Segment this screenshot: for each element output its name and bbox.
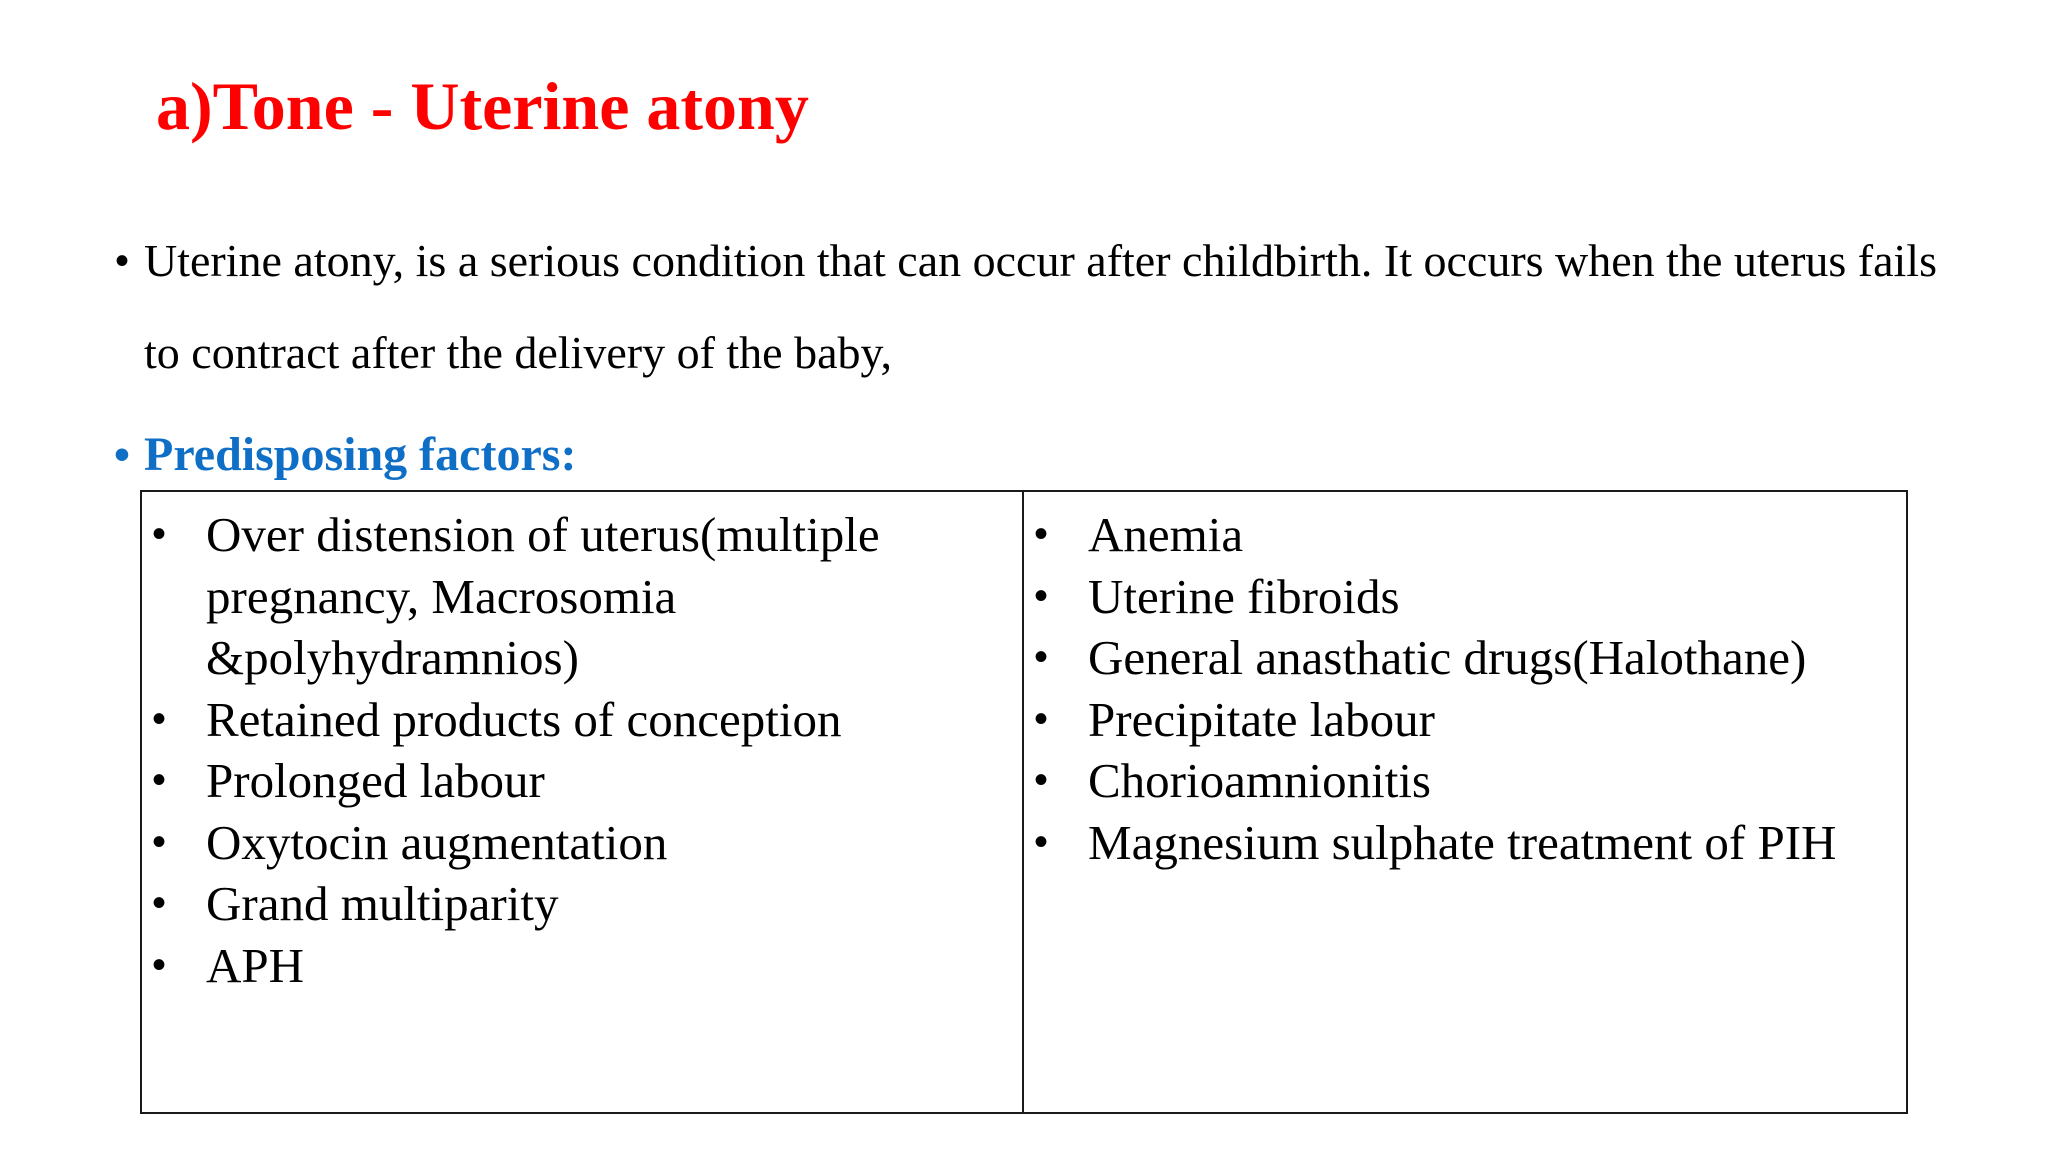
intro-bullet [100, 215, 1980, 399]
list-item-text: Prolonged labour [206, 753, 545, 808]
bullet-icon: • [152, 696, 167, 741]
list-item [142, 504, 1022, 689]
list-item-text: Anemia [1088, 507, 1244, 562]
factors-heading-bullet [100, 422, 1980, 488]
bullet-icon: • [1034, 819, 1049, 864]
factors-list-left [142, 504, 1022, 996]
bullet-icon: • [1034, 696, 1049, 741]
bullet-icon: • [1034, 758, 1049, 802]
bullet-icon: • [114, 239, 129, 283]
bullet-icon: • [152, 819, 167, 864]
list-item [1024, 812, 1906, 874]
bullet-icon: • [114, 430, 130, 479]
list-item [142, 689, 1022, 751]
factors-list-right [1024, 504, 1906, 873]
list-item-text: Magnesium sulphate treatment of PIH [1088, 814, 1837, 870]
list-item [1024, 750, 1906, 812]
list-item [1024, 504, 1906, 566]
factors-column-left [142, 492, 1024, 1112]
list-item [142, 812, 1022, 874]
list-item [142, 750, 1022, 812]
list-item [1024, 566, 1906, 628]
list-item-text: APH [206, 937, 305, 993]
list-item [142, 873, 1022, 935]
list-item [142, 935, 1022, 997]
factors-table [140, 490, 1908, 1114]
bullet-icon: • [152, 512, 167, 556]
bullet-icon: • [152, 758, 167, 802]
list-item [1024, 689, 1906, 751]
list-item-text: Grand multiparity [206, 876, 559, 931]
bullet-icon: • [1034, 512, 1049, 556]
factors-column-right [1024, 492, 1906, 1112]
bullet-icon: • [152, 942, 167, 987]
list-item-text: Over distension of uterus(multiple pregnancy, Macrosomia &polyhydramnios) [206, 507, 880, 685]
intro-text: Uterine atony, is a serious condition that can occur after childbirth. It occurs when the uterus fails to contract after the delivery of the baby, [144, 235, 1937, 378]
list-item-text: Retained products of conception [206, 691, 842, 747]
list-item-text: Precipitate labour [1088, 691, 1435, 747]
bullet-icon: • [1034, 573, 1049, 618]
bullet-icon: • [152, 881, 167, 925]
list-item [1024, 627, 1906, 689]
list-item-text: Oxytocin augmentation [206, 814, 668, 870]
factors-heading: Predisposing factors: [144, 428, 577, 481]
list-item-text: General anasthatic drugs(Halothane) [1088, 630, 1807, 685]
bullet-icon: • [1034, 635, 1049, 679]
list-item-text: Uterine fibroids [1088, 568, 1400, 624]
list-item-text: Chorioamnionitis [1088, 753, 1431, 808]
slide-title: a)Tone - Uterine atony [156, 68, 809, 144]
